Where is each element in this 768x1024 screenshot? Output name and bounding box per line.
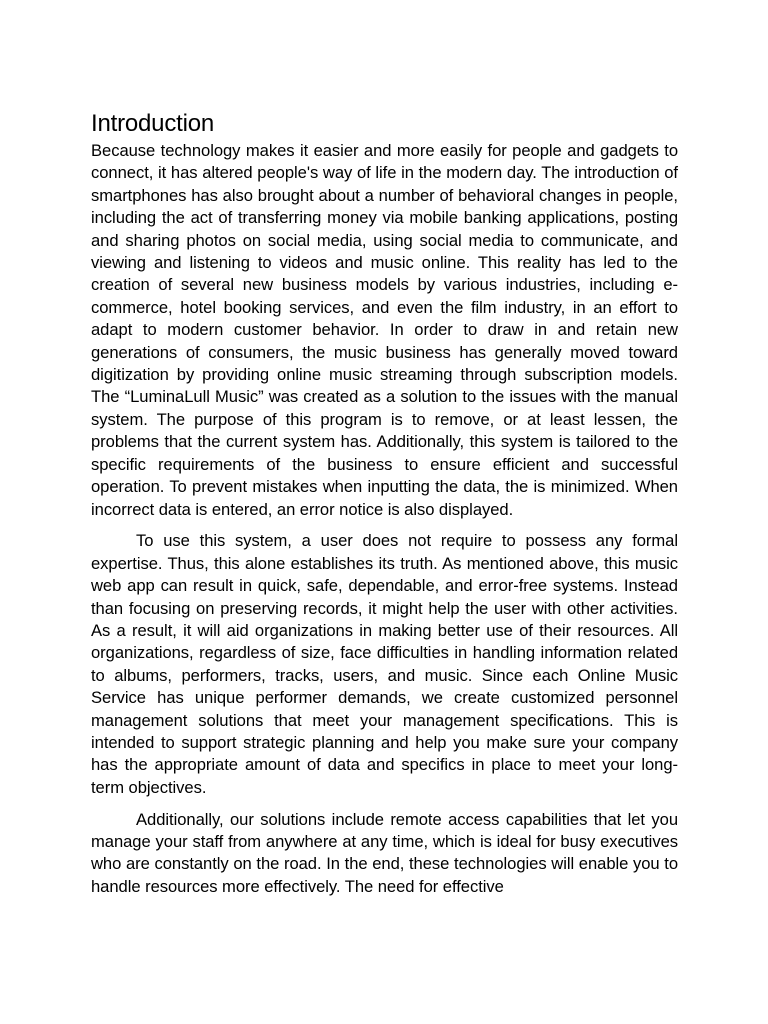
paragraph-2: To use this system, a user does not require to possess any formal expertise. Thus, this alone establishes its truth. As mentioned above, this music web app can result in quick, safe, dependable, and error-free systems. Instead than focusing on preserving records, it might help the user with other activities. As a result, it will aid organizations in making better use of their resources. All organizations, regardless of size, face difficulties in handling information related to albums, performers, tracks, users, and music. Since each Online Music Service has unique performer demands, we create customized personnel management solutions that meet your management specifications. This is intended to support strategic planning and help you make sure your company has the appropriate amount of data and specifics in place to meet your long-term objectives. [91, 531, 678, 797]
document-body [91, 108, 678, 908]
paragraph-3: Additionally, our solutions include remote access capabilities that let you manage your staff from anywhere at any time, which is ideal for busy executives who are constantly on the road. In the end, these technologies will enable you to handle resources more effectively. The need for effective [91, 809, 678, 896]
paragraph-1: Because technology makes it easier and more easily for people and gadgets to connect, it has altered people's way of life in the modern day. The introduction of smartphones has also brought about a number of behavioral changes in people, including the act of transferring money via mobile banking applications, posting and sharing photos on social media, using social media to communicate, and viewing and listening to videos and music online. This reality has led to the creation of several new business models by various industries, including e-commerce, hotel booking services, and even the film industry, in an effort to adapt to modern customer behavior. In order to draw in and retain new generations of consumers, the music business has generally moved toward digitization by providing online music streaming through subscription models. The “LuminaLull Music” was created as a solution to the issues with the manual system. The purpose of this program is to remove, or at least lessen, the problems that the current system has. Additionally, this system is tailored to the specific requirements of the business to ensure efficient and successful operation. To prevent mistakes when inputting the data, the is minimized. When incorrect data is entered, an error notice is also displayed. [91, 141, 678, 519]
section-heading: Introduction [91, 110, 215, 137]
